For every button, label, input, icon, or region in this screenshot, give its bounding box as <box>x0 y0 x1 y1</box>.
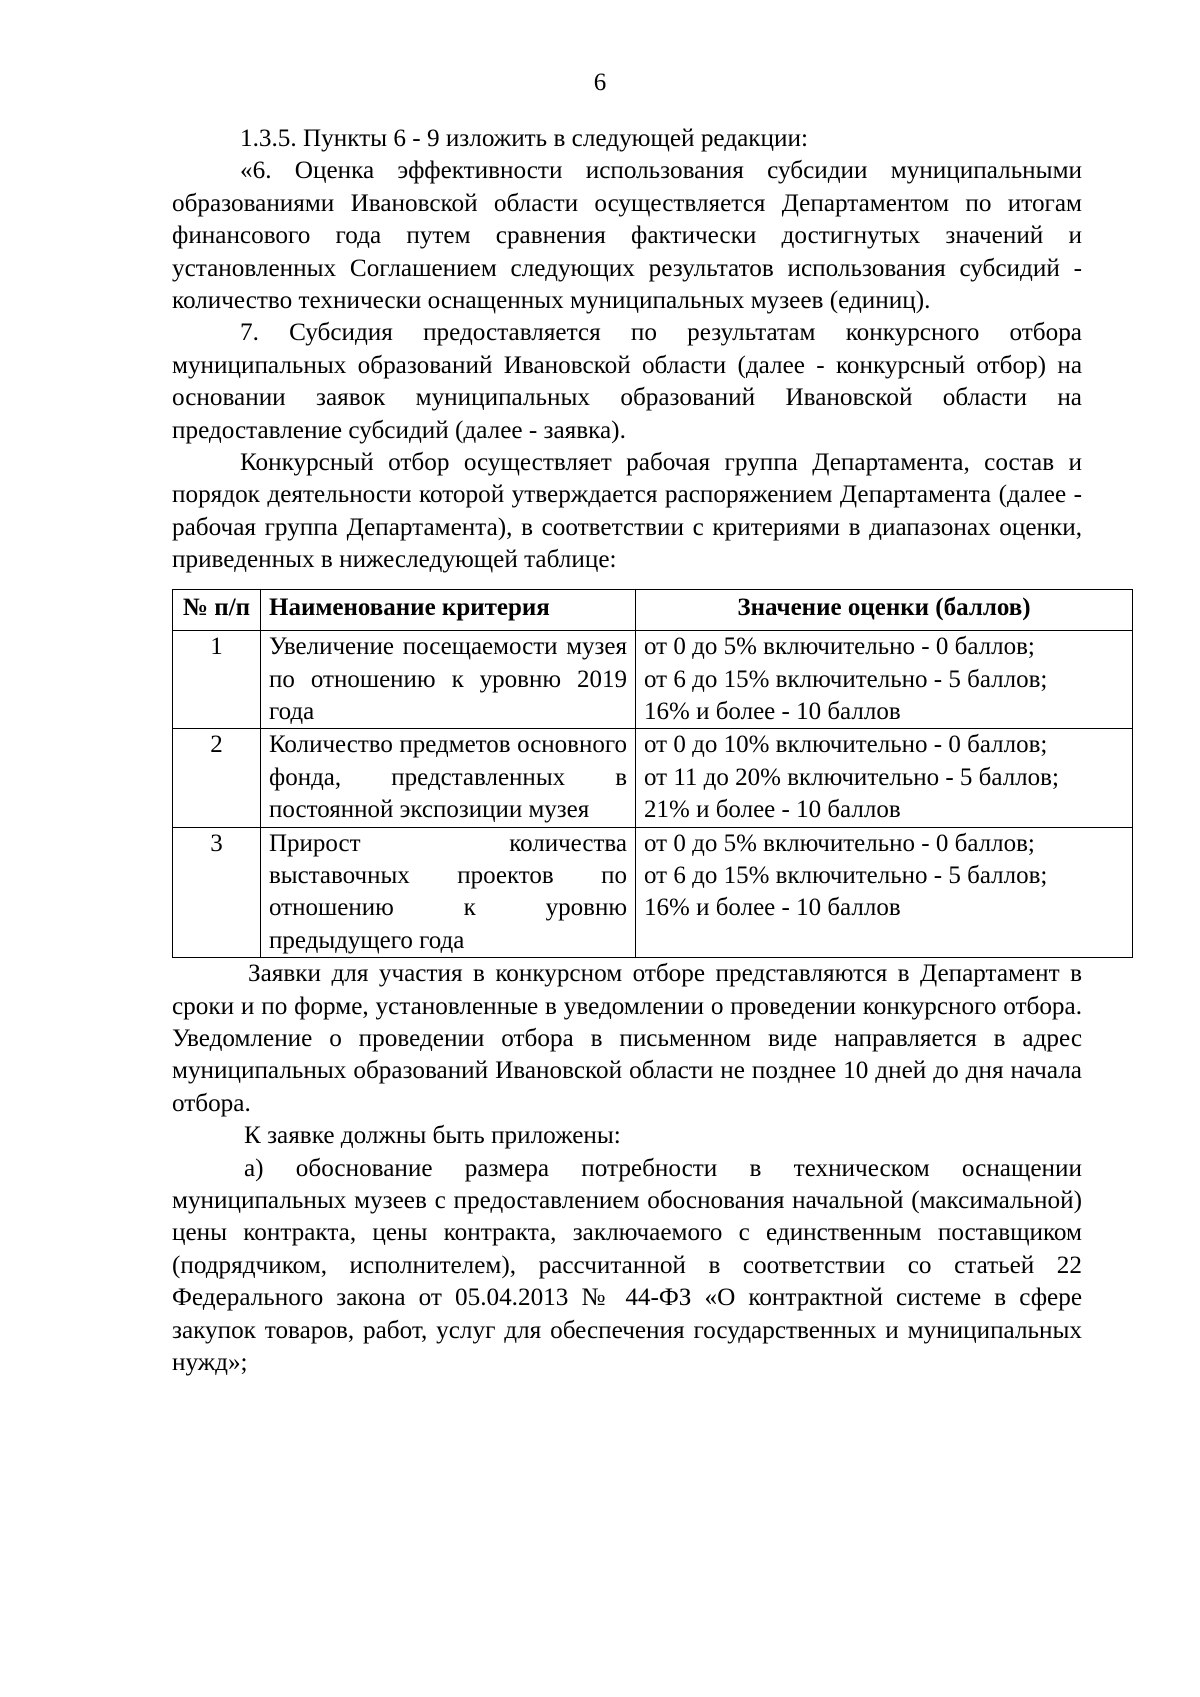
row-number: 2 <box>173 729 261 827</box>
criterion-name: Количество предметов основного фонда, представленных в постоянной экспозиции музея <box>261 729 636 827</box>
score-line: 16% и более - 10 баллов <box>644 697 901 725</box>
document-body <box>172 123 1082 1379</box>
page-number: 6 <box>593 69 607 96</box>
paragraph-applications: Заявки для участия в конкурсном отборе представляются в Департамент в сроки и по форме, установленные в уведомлении о проведении конкурсного отбора. Уведомление о проведении отбора в письменном виде направляется в адрес муниципальных образований Ивановской области не позднее 10 дней до дня начала отбора. <box>172 960 1082 1117</box>
criteria-table <box>172 589 1133 958</box>
score-line: 16% и более - 10 баллов <box>644 894 901 922</box>
score-line: 21% и более - 10 баллов <box>644 796 901 824</box>
score-line: от 11 до 20% включительно - 5 баллов; <box>644 763 1059 791</box>
paragraph-competitive-selection: Конкурсный отбор осуществляет рабочая группа Департамента, состав и порядок деятельности которой утверждается распоряжением Департамента (далее - рабочая группа Департамента), в соответствии с критериями в диапазонах оценки, приведенных в нижеследующей таблице: <box>172 449 1082 574</box>
paragraph-1-3-5: 1.3.5. Пункты 6 - 9 изложить в следующей редакции: <box>240 125 808 152</box>
score-line: от 0 до 10% включительно - 0 баллов; <box>644 731 1048 759</box>
score-line: от 0 до 5% включительно - 0 баллов; <box>644 633 1035 661</box>
criterion-name: Увеличение посещаемости музея по отношению к уровню 2019 года <box>261 631 636 729</box>
row-number: 1 <box>173 631 261 729</box>
score-line: от 6 до 15% включительно - 5 баллов; <box>644 665 1048 693</box>
paragraph-item-6: «6. Оценка эффективности использования субсидии муниципальными образованиями Ивановской области осуществляется Департаментом по итогам финансового года путем сравнения фактически достигнутых значений и установленных Соглашением следующих результатов использования субсидий - количество технически оснащенных муниципальных музеев (единиц). <box>172 157 1082 315</box>
score-cell <box>636 631 1133 729</box>
paragraph-attachments-intro: К заявке должны быть приложены: <box>244 1122 621 1150</box>
header-score-value: Значение оценки (баллов) <box>636 589 1133 630</box>
table-row <box>173 631 1133 729</box>
score-cell <box>636 827 1133 958</box>
table-row <box>173 729 1133 827</box>
score-line: от 6 до 15% включительно - 5 баллов; <box>644 861 1048 889</box>
score-line: от 0 до 5% включительно - 0 баллов; <box>644 829 1035 857</box>
score-cell <box>636 729 1133 827</box>
row-number: 3 <box>173 827 261 958</box>
paragraph-item-7: 7. Субсидия предоставляется по результатам конкурсного отбора муниципальных образований Ивановской области (далее - конкурсный отбор) на основании заявок муниципальных образований Ивановской области на предоставление субсидий (далее - заявка). <box>172 319 1082 444</box>
criterion-name: Прирост количества выставочных проектов по отношению к уровню предыдущего года <box>261 827 636 958</box>
paragraph-attachment-a: а) обоснование размера потребности в техническом оснащении муниципальных музеев с предоставлением обоснования начальной (максимальной) цены контракта, цены контракта, заключаемого с единственным поставщиком (подрядчиком, исполнителем), рассчитанной в соответствии со статьей 22 Федерального закона от 05.04.2013 № 44-ФЗ «О контрактной системе в сфере закупок товаров, работ, услуг для обеспечения государственных и муниципальных нужд»; <box>172 1154 1082 1377</box>
header-number: № п/п <box>173 589 261 630</box>
table-row <box>173 827 1133 958</box>
header-criterion-name: Наименование критерия <box>261 589 636 630</box>
table-header-row <box>173 589 1133 630</box>
